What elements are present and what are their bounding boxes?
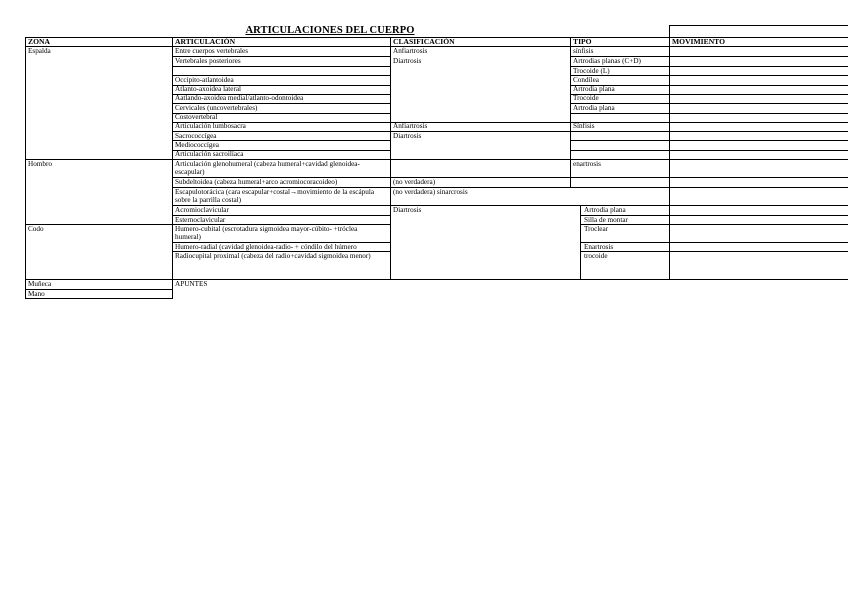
rule bbox=[172, 37, 173, 299]
header-clasificacion: CLASIFICACIÓN bbox=[393, 37, 455, 46]
rule bbox=[25, 159, 848, 160]
articulacion-cell: Articulación glenohumeral (cabeza humeral+cavidad glenoidea-escapular) bbox=[175, 160, 360, 177]
header-tipo: TIPO bbox=[573, 37, 592, 46]
rule bbox=[25, 279, 848, 280]
articulacion-cell: Sacrococcígea bbox=[175, 132, 217, 140]
zona-codo: Codo bbox=[28, 225, 44, 233]
tipo-cell: Enartrosis bbox=[584, 243, 614, 251]
articulacion-cell: Articulación lumbosacra bbox=[175, 122, 246, 130]
rule bbox=[25, 298, 172, 299]
tipo-cell: Trocoide bbox=[573, 94, 599, 102]
clasificacion-cell: Diartrosis bbox=[393, 132, 422, 140]
articulacion-cell: Articulación sacroilíaca bbox=[175, 150, 244, 158]
articulacion-cell: Atlanto-axoidea lateral bbox=[175, 85, 242, 93]
articulacion-cell: Aatlando-axoidea medial/atlanto-odontoidea bbox=[175, 94, 304, 102]
clasificacion-cell: Diartrosis bbox=[393, 57, 422, 65]
articulacion-cell: Costovertebral bbox=[175, 113, 218, 121]
clasificacion-cell: (no verdadera) sinarcrosis bbox=[393, 188, 468, 196]
articulacion-cell: Acromioclavicular bbox=[175, 206, 229, 214]
tipo-cell: Trocoide (L) bbox=[573, 67, 610, 75]
rule bbox=[580, 205, 581, 280]
header-movimiento: MOVIMIENTO bbox=[672, 37, 726, 46]
articulacion-cell: Occipito-atlantoidea bbox=[175, 76, 234, 84]
rule bbox=[580, 251, 848, 252]
rule bbox=[669, 25, 670, 280]
zona-muneca: Muñeca bbox=[28, 280, 52, 288]
tipo-cell: sínfisis bbox=[573, 47, 594, 55]
tipo-cell: trocoide bbox=[584, 252, 608, 260]
articulacion-cell: Entre cuerpos vertebrales bbox=[175, 47, 249, 55]
articulacion-cell: Esternoclavicular bbox=[175, 216, 226, 224]
rule bbox=[25, 289, 172, 290]
clasificacion-cell: Anfiartrosis bbox=[393, 47, 428, 55]
tipo-cell: Sínfisis bbox=[573, 122, 595, 130]
rule bbox=[570, 75, 848, 76]
tipo-cell: Artrodia plana bbox=[573, 104, 615, 112]
rule bbox=[172, 131, 848, 132]
apuntes-label: APUNTES bbox=[175, 280, 208, 288]
tipo-cell: Artrodia plana bbox=[573, 85, 615, 93]
zona-espalda: Espalda bbox=[28, 47, 51, 55]
header-zona: ZONA bbox=[28, 37, 50, 46]
tipo-cell: enartrosis bbox=[573, 160, 601, 168]
zona-hombro: Hombro bbox=[28, 160, 52, 168]
rule bbox=[570, 140, 848, 141]
document-title: ARTICULACIONES DEL CUERPO bbox=[245, 25, 415, 36]
tipo-cell: Troclear bbox=[584, 225, 609, 233]
articulacion-cell: Humero-radial (cavidad glenoidea-radio- + cóndilo del húmero bbox=[175, 243, 357, 251]
tipo-cell: Artrodias planas (C+D) bbox=[573, 57, 641, 65]
articulacion-cell: Radiocupital proximal (cabeza del radio+cavidad sigmoidea menor) bbox=[175, 252, 371, 260]
rule bbox=[172, 66, 390, 67]
rule bbox=[570, 94, 848, 95]
articulacion-cell: Vertebrales posteriores bbox=[175, 57, 241, 65]
rule bbox=[570, 113, 848, 114]
rule bbox=[570, 66, 848, 67]
tipo-cell: Silla de montar bbox=[584, 216, 628, 224]
rule bbox=[25, 37, 26, 299]
articulacion-cell: Mediococcígea bbox=[175, 141, 219, 149]
articulacion-cell: Cervicales (uncovertebrales) bbox=[175, 104, 258, 112]
tipo-cell: Condílea bbox=[573, 76, 599, 84]
rule bbox=[570, 150, 848, 151]
articulacion-cell: Subdeltoidea (cabeza humeral+arco acromiocoracoideo) bbox=[175, 178, 338, 186]
clasificacion-cell: (no verdadera) bbox=[393, 178, 436, 186]
zona-mano: Mano bbox=[28, 290, 45, 298]
clasificacion-cell: Diartrosis bbox=[393, 206, 422, 214]
clasificacion-cell: Anfiartrosis bbox=[393, 122, 428, 130]
rule bbox=[669, 25, 848, 26]
rule bbox=[172, 122, 848, 123]
rule bbox=[390, 37, 391, 280]
articulacion-cell: Escapulotorácica (cara escapular+costal→movimiento de la escápula sobre la parrilla costal) bbox=[175, 188, 375, 205]
rule bbox=[580, 242, 848, 243]
rule bbox=[570, 37, 571, 187]
articulacion-cell: Humero-cubital (escrotadura sigmoidea mayor-cúbito- +tróclea humeral) bbox=[175, 225, 358, 242]
rule bbox=[172, 205, 848, 206]
tipo-cell: Artrodia plana bbox=[584, 206, 626, 214]
header-articulacion: ARTICULACIÓN bbox=[175, 37, 236, 46]
